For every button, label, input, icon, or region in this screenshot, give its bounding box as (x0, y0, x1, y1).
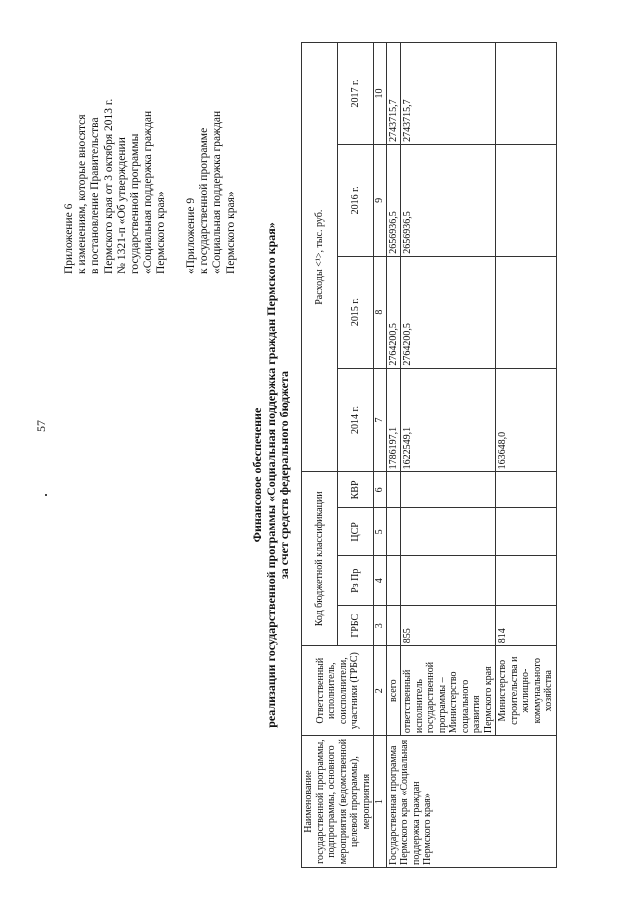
appendix-line: № 1321-п «Об утверждении (115, 137, 128, 274)
value-2017-cell (496, 43, 557, 145)
program-name-cell: Государственная программа Пермского края «Социальная поддержка граждан Пермского края» (386, 736, 557, 868)
column-number-row (374, 43, 387, 868)
appendix-line: Пермского края от 3 октября 2013 г. (102, 98, 115, 274)
value-2016-cell: 2656936,5 (401, 144, 496, 256)
column-number: 6 (374, 472, 387, 508)
value-2017-cell: 2743715,7 (401, 43, 496, 145)
scan-dot (45, 494, 47, 496)
value-2017-cell: 2743715,7 (386, 43, 401, 145)
column-number: 2 (374, 646, 387, 736)
grbs-cell (386, 606, 401, 646)
appendix-line: «Социальная поддержка граждан (142, 110, 155, 274)
executor-cell: всего (386, 646, 401, 736)
value-2015-cell: 2764200,5 (401, 256, 496, 368)
executor-cell: ответственный исполнитель государственной программы – Министерство социального развития Пермского края (401, 646, 496, 736)
rzpr-cell (386, 556, 401, 606)
header-kvr: КВР (338, 472, 374, 508)
financing-table (301, 42, 557, 868)
header-2016: 2016 г. (338, 144, 374, 256)
header-csr: ЦСР (338, 508, 374, 556)
column-number: 9 (374, 144, 387, 256)
rotated-page-content (63, 30, 588, 880)
kvr-cell (401, 472, 496, 508)
kvr-cell (386, 472, 401, 508)
table-row (386, 43, 401, 868)
csr-cell (496, 508, 557, 556)
title-line-2: реализации государственной программы «Социальная поддержка граждан Пермского края» (263, 222, 278, 728)
csr-cell (386, 508, 401, 556)
header-executor: Ответственный исполнитель, соисполнители, участники (ГРБС) (302, 646, 374, 736)
column-number: 10 (374, 43, 387, 145)
header-row (302, 43, 338, 868)
column-number: 1 (374, 736, 387, 868)
title-line-3: за счет средств федерального бюджета (277, 370, 291, 580)
value-2015-cell: 2764200,5 (386, 256, 401, 368)
kvr-cell (496, 472, 557, 508)
rzpr-cell (496, 556, 557, 606)
appendix-6-note (63, 34, 169, 274)
title-line-1: Финансовое обеспечение (250, 407, 264, 543)
value-2014-cell: 1622549,1 (401, 368, 496, 472)
header-grbs: ГРБС (338, 606, 374, 646)
csr-cell (401, 508, 496, 556)
appendix-9-note (185, 34, 238, 274)
header-budget-code: Код бюджетной классификации (302, 472, 338, 646)
appendix-line: в постановление Правительства (89, 117, 102, 274)
header-expenses: Расходы <¹>, тыс. руб. (302, 43, 338, 472)
grbs-cell: 855 (401, 606, 496, 646)
appendix-line: «Социальная поддержка граждан (211, 110, 224, 274)
column-number: 8 (374, 256, 387, 368)
column-number: 7 (374, 368, 387, 472)
appendix-line: Пермского края» (155, 191, 168, 274)
header-2015: 2015 г. (338, 256, 374, 368)
value-2014-cell: 1786197,1 (386, 368, 401, 472)
column-number: 5 (374, 508, 387, 556)
value-2014-cell: 163648,0 (496, 368, 557, 472)
value-2016-cell (496, 144, 557, 256)
appendix-line: Пермского края» (224, 191, 237, 274)
grbs-cell: 814 (496, 606, 557, 646)
page-number: 57 (34, 420, 48, 432)
column-number: 4 (374, 556, 387, 606)
value-2015-cell (496, 256, 557, 368)
header-name: Наименование государственной программы, подпрограммы, основного мероприятия (ведомственной целевой программы), мероприятия (302, 736, 374, 868)
appendix-line: «Приложение 9 (185, 197, 197, 274)
header-2014: 2014 г. (338, 368, 374, 472)
rzpr-cell (401, 556, 496, 606)
appendix-line: к изменениям, которые вносятся (76, 114, 89, 274)
document-title (251, 70, 292, 880)
column-number: 3 (374, 606, 387, 646)
header-rzpr: Рз Пр (338, 556, 374, 606)
appendix-line: к государственной программе (198, 127, 211, 274)
header-2017: 2017 г. (338, 43, 374, 145)
appendix-line: государственной программы (129, 133, 142, 274)
executor-cell: Министерство строительства и жилищно-коммунального хозяйства (496, 646, 557, 736)
appendix-line: Приложение 6 (63, 203, 75, 274)
value-2016-cell: 2656936,5 (386, 144, 401, 256)
